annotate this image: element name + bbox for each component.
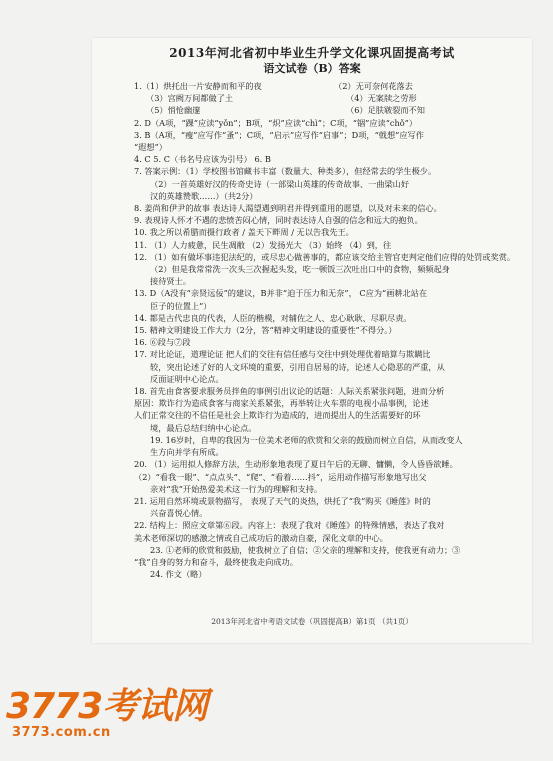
answer-left: （3）宫阙万间都做了土 (146, 93, 234, 104)
answer-line (134, 348, 524, 360)
exam-subtitle: 语文试卷（B）答案 (263, 62, 361, 75)
answer-line (134, 202, 524, 214)
answer-text: 20. （1）运用拟人修辞方法，生动形象地表现了夏日午后的无聊、慵懒，令人昏昏欲睡。 (134, 459, 458, 470)
answer-line (134, 532, 524, 544)
answer-line (134, 544, 524, 556)
answer-line (134, 275, 524, 287)
answer-text: 4. C 5. C（书名号应该为引号） 6. B (134, 154, 271, 165)
answer-line (134, 568, 524, 580)
answer-text: （2）一首英雄好汉的传奇史诗（一部梁山英雄的传奇故事、一曲梁山好 (150, 178, 410, 189)
answer-text: 12. （1）如有做坏事违犯法纪的，或尽忠心做善事的，都应该交给主管官吏判定他们应得的处罚或奖赏。 (134, 251, 516, 262)
answer-line (134, 129, 524, 141)
answer-line (134, 336, 524, 348)
answer-text: （2）但是我常常洗一次头三次握起头发，吃一顿饭三次吐出口中的食物，频频起身 (150, 264, 450, 275)
answer-line (134, 483, 524, 495)
answer-line (134, 190, 524, 202)
answer-text: 2. D（A项，“踝”应读“yǒn”；B项，“炽”应读“chì”；C项，“锢”应读“chǒ”） (134, 117, 418, 128)
answer-right: （2）无可奈何花落去 (334, 81, 413, 91)
answer-text: 美术老师深切的感激之情或自己成功后的激动自豪，深化文章的中心。 (134, 532, 388, 543)
exam-title: 2013年河北省初中毕业生升学文化课巩固提高考试 (169, 46, 455, 60)
site-logo (6, 678, 207, 740)
answer-text: 19. 16岁时，自卑的我因为一位美术老师的欣赏和父亲的鼓励而树立自信，从而改变人 (150, 434, 463, 445)
answer-text: 14. 都是古代忠良的代表，人臣的楷模，对辅佐之人、忠心耿耿、尽职尽责。 (134, 312, 412, 323)
answer-line (134, 153, 524, 165)
answer-text: 原因：欺诈行为造成食客与商家关系紧张，再举转让火车票的电视小品事例，论述 (134, 398, 429, 409)
answer-text: 10. 我之所以希腊而摄行政者 / 盖天下畔周 / 无以告我先王。 (134, 227, 354, 238)
answer-line (134, 239, 524, 251)
answer-line (134, 556, 524, 568)
answer-text: 8. 姜尚和伊尹的故事 表达诗人渴望遇到明君并得到重用的愿望，以及对未来的信心。 (134, 203, 442, 214)
answer-left: 1.（1）烘托出一片安静而和平的夜 (134, 81, 262, 91)
answer-line (134, 385, 524, 397)
answer-text: 境，最后总结归纳中心论点。 (150, 422, 257, 433)
answer-text: 15. 精神文明建设工作大力（2分，答“精神文明建设的重要性”不得分。） (134, 325, 397, 336)
answer-line (134, 519, 524, 531)
answer-text: 7. 答案示例：（1）学校图书馆藏书丰富（数量大、种类多），但经常去的学生极少。 (134, 166, 437, 177)
answer-line (134, 361, 524, 373)
answer-line (134, 117, 524, 129)
answer-text: 接待贤士。 (150, 276, 191, 287)
answer-text: 21. 运用自然环境或景物描写， 表现了天气的炎热，烘托了“我”购买《睡莲》时的 (134, 495, 431, 506)
answer-text: 24. 作文（略） (150, 569, 207, 580)
answer-text: 13. D（A没有“亲贤远佞”的建议，B并非“迫于压力和无奈”， C应为“画耕北站在 (134, 288, 428, 299)
answer-line (134, 312, 524, 324)
answer-text: 兴奋喜悦心情。 (150, 508, 208, 519)
answer-text: 18. 首先由食客要求服务员拌鱼的事例引出议论的话题：人际关系紧张问题，进而分析 (134, 386, 445, 397)
answer-line (134, 397, 524, 409)
answer-text: 生方向并学有所成。 (150, 447, 224, 458)
answer-text: 16. ⑥段与⑦段 (134, 337, 191, 348)
page-footer: 2013年河北省中考语文试卷（巩固提高B）第1页 （共1页） (211, 617, 413, 626)
answer-text: 较，突出论述了好的人文环境的重要，引用自居易的诗，论述人心隐恶的严重，从 (150, 361, 445, 372)
answer-line (134, 300, 524, 312)
answer-line (134, 495, 524, 507)
answer-sheet (92, 38, 532, 643)
answer-text: 3. B（A项，“瘦”应写作“蚤”；C项，“启示”应写作“启事”；D项，“戟想”应写作 (134, 129, 424, 140)
answer-list (134, 80, 524, 580)
site-logo-brand: 3773考试网 (6, 686, 208, 727)
answer-right: （4）无案牍之劳形 (346, 93, 417, 104)
answer-line (134, 287, 524, 299)
answer-text: 反面证明中心论点。 (150, 373, 224, 384)
site-logo-url: 3773.com.cn (12, 725, 111, 740)
answer-text: 23. ①老师的欣赏和鼓励，使我树立了自信；②父亲的理解和支持，使我更有动力；③ (150, 544, 461, 555)
answer-line (134, 409, 524, 421)
answer-text: 9. 表现诗人怀才不遇的悲愤苦闷心情，同时表达诗人自强的信念和远大的抱负。 (134, 215, 423, 226)
answer-line (134, 165, 524, 177)
answer-text: 汉的英雄赞歌……）（共2分） (150, 190, 258, 201)
answer-line (134, 446, 524, 458)
answer-text: （2）“看我一眼”、“点点头”、“爬”、“看着……抖”，运用动作描写形象地写出父 (134, 471, 427, 482)
answer-line (134, 263, 524, 275)
answer-text: 臣子的位置上”） (150, 300, 212, 311)
answer-line (134, 104, 524, 116)
answer-line (134, 251, 524, 263)
answer-line (134, 178, 524, 190)
answer-line (134, 80, 524, 92)
answer-line (134, 422, 524, 434)
answer-line (134, 434, 524, 446)
answer-line (134, 507, 524, 519)
answer-text: 17. 对比论证，道理论证 把人们的交往有信任感与交往中到处理优着暗算与欺瞒比 (134, 349, 431, 360)
answer-right: （6）足肤皲裂而不知 (346, 105, 425, 116)
answer-line (134, 92, 524, 104)
answer-line (134, 471, 524, 483)
answer-line (134, 458, 524, 470)
answer-text: “我”自身的努力和奋斗，最终使我走向成功。 (134, 556, 298, 567)
answer-line (134, 226, 524, 238)
answer-text: 11. （1）人力疲惫，民生凋敝 （2）发扬光大 （3）始终 （4）到，往 (134, 239, 392, 250)
answer-text: 人们正常交往的不信任是社会上欺诈行为造成的，进而提出人的生活需要好的环 (134, 410, 421, 421)
answer-line (134, 214, 524, 226)
answer-text: 22. 结构上：照应文章第⑥段。内容上：表现了我对《睡莲》的特殊情感，表达了我对 (134, 520, 445, 531)
answer-text: 亲对“我”开始热爱美术这一行为的理解和支持。 (150, 483, 323, 494)
answer-line (134, 324, 524, 336)
answer-line (134, 373, 524, 385)
answer-line (134, 141, 524, 153)
answer-text: “遐想”） (134, 142, 167, 153)
answer-left: （5）悄怆幽邃 (146, 105, 201, 116)
